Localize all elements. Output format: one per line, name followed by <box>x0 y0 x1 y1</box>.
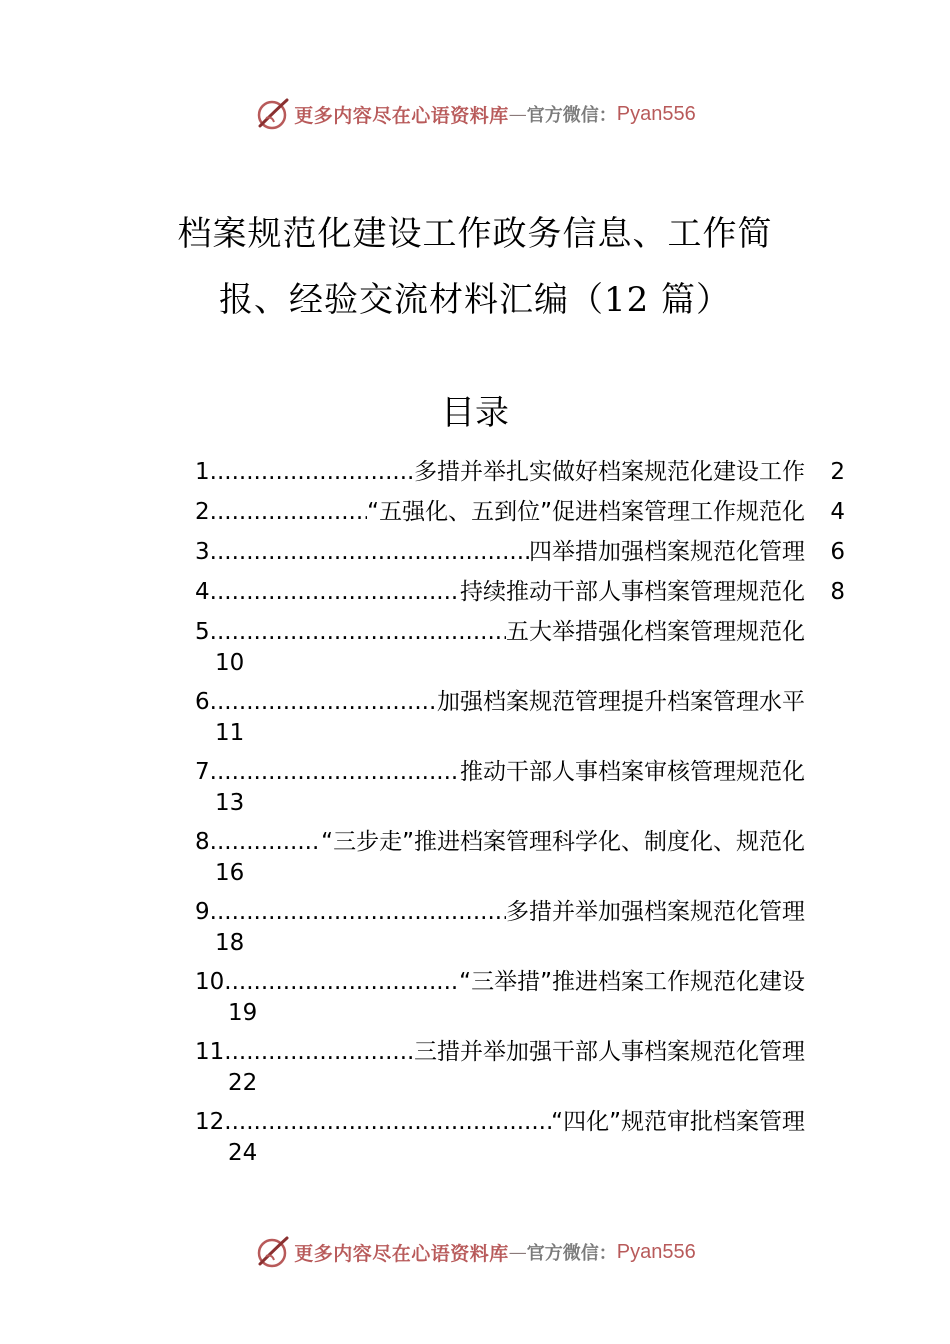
toc-leader-dots <box>210 572 460 612</box>
toc-entry[interactable] <box>195 752 845 822</box>
toc-entry[interactable] <box>195 572 845 612</box>
toc-entry[interactable] <box>195 1032 845 1102</box>
toc-entry[interactable] <box>195 682 845 752</box>
brush-logo-icon <box>254 1234 290 1270</box>
toc-entry-page: 6 <box>830 539 845 565</box>
toc-entry[interactable] <box>195 452 845 492</box>
toc-entry[interactable] <box>195 822 845 892</box>
toc-leader-dots <box>224 1102 551 1142</box>
toc-entry[interactable] <box>195 532 845 572</box>
toc-entry-title: “三举措”推进档案工作规范化建设 <box>459 969 805 995</box>
toc-entry-number: 6 <box>195 689 210 715</box>
toc-leader-dots <box>210 682 437 722</box>
toc-entry-page: 4 <box>830 499 845 525</box>
toc-entry-number: 8 <box>195 829 210 855</box>
toc-entry-title: 推动干部人事档案审核管理规范化 <box>460 759 805 785</box>
watermark-banner-top <box>0 94 950 134</box>
banner-wechat-label: 官方微信： <box>526 1243 617 1264</box>
toc-entry-title: 四举措加强档案规范化管理 <box>529 539 805 565</box>
toc-entry-title: “三步走”推进档案管理科学化、制度化、规范化 <box>321 829 805 855</box>
toc-entry-page: 16 <box>215 860 245 886</box>
table-of-contents <box>195 452 845 1172</box>
toc-leader-dots <box>210 452 414 492</box>
toc-entry-number: 9 <box>195 899 210 925</box>
toc-entry-page: 24 <box>228 1140 258 1166</box>
toc-entry-page: 19 <box>228 1000 258 1026</box>
toc-entry-page: 8 <box>830 579 845 605</box>
brush-logo-icon <box>254 96 290 132</box>
toc-entry-title: 三措并举加强干部人事档案规范化管理 <box>414 1039 805 1065</box>
toc-entry-number: 3 <box>195 539 210 565</box>
toc-entry-number: 7 <box>195 759 210 785</box>
toc-entry-title: 加强档案规范管理提升档案管理水平 <box>437 689 805 715</box>
toc-entry-title: 持续推动干部人事档案管理规范化 <box>460 579 805 605</box>
toc-entry-page: 22 <box>228 1070 258 1096</box>
banner-wechat-id: Pyan556 <box>616 102 696 125</box>
toc-entry-number: 2 <box>195 499 210 525</box>
banner-wechat-label: 官方微信： <box>526 105 617 126</box>
toc-leader-dots <box>210 752 460 792</box>
toc-leader-dots <box>224 962 459 1002</box>
document-title-line-2: 报、经验交流材料汇编（12 篇） <box>218 280 732 320</box>
toc-entry[interactable] <box>195 612 845 682</box>
toc-entry-page: 13 <box>215 790 245 816</box>
toc-heading: 目录 <box>441 393 509 433</box>
toc-entry-page: 18 <box>215 930 245 956</box>
banner-separator: — <box>508 1241 527 1263</box>
toc-entry-page: 10 <box>215 650 245 676</box>
toc-leader-dots <box>210 822 322 862</box>
toc-leader-dots <box>210 532 529 572</box>
toc-entry-number: 4 <box>195 579 210 605</box>
toc-entry-title: “四化”规范审批档案管理 <box>551 1109 805 1135</box>
toc-leader-dots <box>224 1032 414 1072</box>
toc-entry-number: 11 <box>195 1039 225 1065</box>
toc-entry-title: 多措并举加强档案规范化管理 <box>506 899 805 925</box>
toc-entry-number: 5 <box>195 619 210 645</box>
toc-entry-page: 2 <box>830 459 845 485</box>
toc-entry-page: 11 <box>215 720 245 746</box>
toc-entry[interactable] <box>195 1102 845 1172</box>
banner-wechat-id: Pyan556 <box>616 1240 696 1263</box>
toc-entry-number: 12 <box>195 1109 225 1135</box>
toc-entry-title: 五大举措强化档案管理规范化 <box>506 619 805 645</box>
toc-entry[interactable] <box>195 892 845 962</box>
document-title-line-1: 档案规范化建设工作政务信息、工作简 <box>177 214 773 254</box>
banner-main-text: 更多内容尽在心语资料库 <box>294 104 509 127</box>
toc-entry-number: 10 <box>195 969 225 995</box>
toc-entry-title: “五强化、五到位”促进档案管理工作规范化 <box>367 499 805 525</box>
toc-leader-dots <box>210 492 368 532</box>
watermark-banner-bottom <box>0 1232 950 1272</box>
toc-entry-number: 1 <box>195 459 210 485</box>
banner-main-text: 更多内容尽在心语资料库 <box>294 1242 509 1265</box>
toc-entry[interactable] <box>195 492 845 532</box>
toc-leader-dots <box>210 612 506 652</box>
toc-leader-dots <box>210 892 506 932</box>
toc-entry[interactable] <box>195 962 845 1032</box>
toc-entry-title: 多措并举扎实做好档案规范化建设工作 <box>414 459 805 485</box>
banner-separator: — <box>508 103 527 125</box>
